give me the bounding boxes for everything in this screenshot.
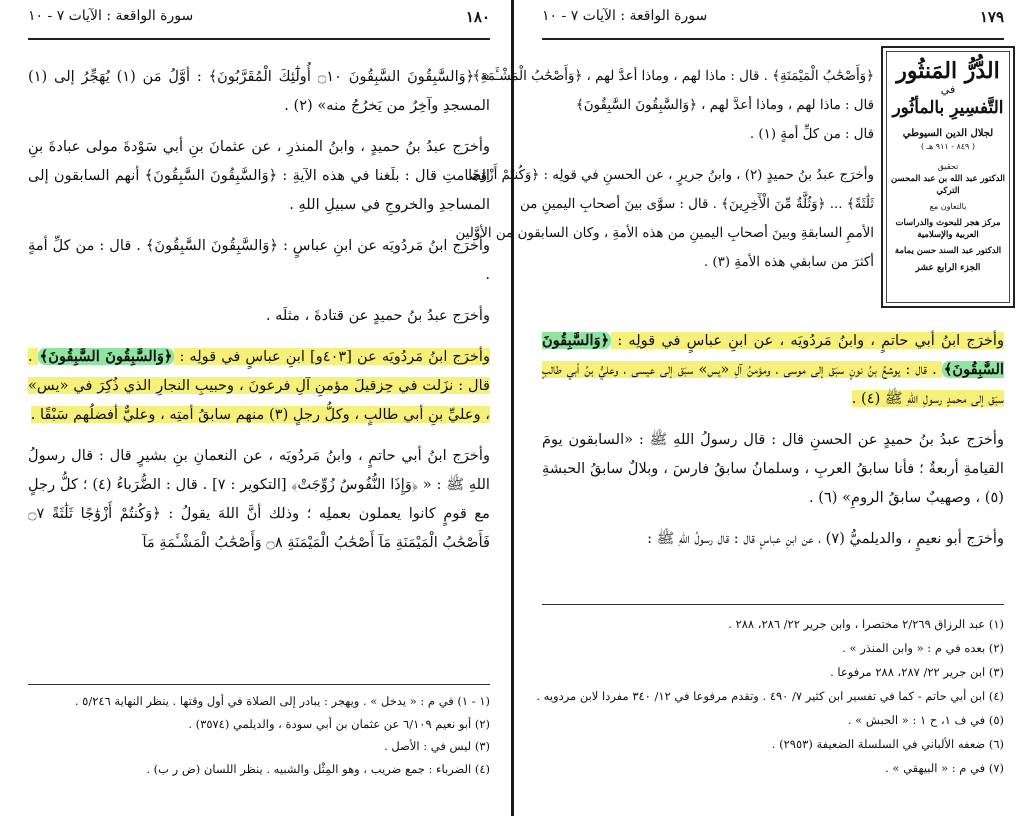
left-footnotes (28, 690, 490, 780)
right-page-number: ١٧٩ (979, 8, 1004, 26)
footnote: (٣) ابن جرير ٢٢/ ٢٨٧، ٢٨٨ مرفوعا . (830, 665, 1004, 679)
left-paragraph: وأخرَج ابنُ مَردُويَه عن ابنِ عباسٍ : ﴿وَالسَّٰبِقُونَ السَّٰبِقُونَ﴾ . قال : من كلِّ أمةٍ . (28, 237, 490, 283)
left-header-rule (28, 38, 490, 40)
left-page-number: ١٨٠ (465, 8, 490, 26)
cover-editor: الدكتور عبد الله بن عبد المحسن التركي (890, 174, 1006, 196)
yellow-highlight: . قال : نزَلت في حِزقيلَ مؤمنِ آلِ فرعونَ ، وحبيبِ النجارِ الذي ذُكِرَ في «يس» ، وعليِّ بنِ أبي طالبٍ ، وكلُّ رجلٍ (٣) منهم سابقُ أمتِه ، وعليٌّ أفضلُهم سَبْقًا . (28, 348, 490, 423)
right-line: ﴿وَأَصْحَٰبُ الْمَيْمَنَةِ﴾ . قال : ماذا لهم ، وماذا أعدَّ لهم ، ﴿وَأَصْحَٰبُ الْمَشْـَٔمَةِ﴾ (472, 69, 874, 84)
right-body-text (542, 326, 1004, 565)
cover-dates: ( ٨٤٩ - ٩١١ هـ ) (920, 142, 976, 151)
yellow-highlight: وأخرَج ابنُ مَردُويَه عن [٤٠٣و] ابنِ عباسٍ في قولِه : (174, 348, 490, 365)
cover-title-connector: في (940, 83, 956, 96)
right-top-text (455, 62, 874, 277)
cover-collab-label: بالتعاون مع (929, 202, 967, 211)
cover-title: الدُّرُّ المَنثُور (896, 58, 1000, 84)
footnote: (٥) في ف ١، ح ١ : « الحبش » . (847, 713, 1004, 727)
footnote: (٤) الضرباء : جمع ضريب ، وهو المِثْل والشبيه . ينظر اللسان (ض ر ب) . (146, 761, 490, 776)
right-page-header (542, 8, 1004, 34)
right-line: قال : ماذا لهم ، وماذا أعدَّ لهم ، ﴿وَالسَّٰبِقُونَ السَّٰبِقُونَ﴾ (575, 98, 874, 113)
left-footnote-rule (28, 684, 490, 685)
right-line: ثَلَٰثَةً﴾ ... ﴿وَثُلَّةٌ مِّنَ الْأٓخِرِينَ﴾ . قال : سوَّى بينَ أصحابِ اليمينِ من (519, 197, 874, 212)
cover-center: مركز هجر للبحوث والدراسات العربية والإسلامية (895, 218, 1001, 240)
right-line: أكثرَ من سابقي هذه الأمةِ (٣) . (703, 255, 874, 270)
right-header-rule (542, 38, 1004, 40)
left-paragraph: وأخرَج عبدُ بنُ حميدٍ ، وابنُ المنذرِ ، عن عثمانَ بنِ أبي سَوْدةَ مولى عبادةَ بنِ الصامتِ قال : بلَغنا في هذه الآيةِ : ﴿وَالسَّٰبِقُونَ السَّٰبِقُونَ﴾ أنهم السابقون إلى المساجدِ والخروجِ في سبيلِ اللهِ . (28, 138, 490, 213)
cover-frame (886, 51, 1010, 303)
cover-volume: الجزء الرابع عشر (915, 263, 981, 273)
right-paragraph: وأخرَج عبدُ بنُ حميدٍ عن الحسنِ قال : قال رسولُ اللهِ ﷺ : «السابقون يومَ القيامةِ أربعةٌ ؛ فأنا سابقُ العربِ ، وسلمانُ سابقُ فارسَ ، وبلالٌ سابقُ الحبشةِ (٥) ، وصهيبٌ سابقُ الرومِ» (٦) . (542, 431, 1004, 506)
right-line: قال : من كلِّ أمةٍ (١) . (749, 127, 874, 142)
right-header-title: سورة الواقعة : الآيات ٧ - ١٠ (542, 8, 708, 24)
left-paragraph: وأخرَج عبدُ بنُ حميدٍ عن قتادةَ ، مثلَه . (265, 307, 490, 324)
left-paragraph: وأخرَج ابنُ أبي حاتمٍ ، وابنُ مَردُويَه ، عن النعمانِ بنِ بشيرٍ قال : قال رسولُ اللهِ ﷺ : « ﴿وَإِذَا النُّفُوسُ زُوِّجَتْ﴾ [التكوير : ٧] . قال : الضُّرَباءُ (٤) ؛ كلُّ رجلٍ مع قومٍ كانوا يعملون بعملِه ؛ وذلك أنَّ اللهَ يقولُ : ﴿وَكُنتُمْ أَزْوَٰجًا ثَلَٰثَةً ۝٧ فَأَصْحَٰبُ الْمَيْمَنَةِ مَآ أَصْحَٰبُ الْمَيْمَنَةِ ۝٨ وَأَصْحَٰبُ الْمَشْـَٔمَةِ مَآ (28, 447, 490, 551)
footnote: (٣) ليس في : الأصل . (384, 739, 490, 753)
right-footnotes (536, 612, 1004, 780)
footnote: (٤) ابن أبي حاتم - كما في تفسير ابن كثير ٧/ ٤٩٠ . وتقدم مرفوعا في ١٢/ ٣٤٠ مفردا لابن مردويه . (536, 689, 1004, 703)
left-body-text (28, 62, 490, 569)
cover-author: لجلال الدين السيوطي (902, 128, 994, 139)
left-paragraph: « ﴿وَالسَّٰبِقُونَ السَّٰبِقُونَ ۝١٠ أُولَٰٓئِكَ الْمُقَرَّبُونَ﴾ : أوَّلُ مَن (١) يُهَجِّرُ إلى (١) المسجدِ وآخِرُ من يَخرُجُ منه» (٢) . (28, 68, 490, 114)
book-cover-image (881, 46, 1015, 308)
left-highlighted-paragraph (28, 342, 490, 429)
left-page-header (28, 8, 490, 34)
footnote: (١) عبد الرزاق ٢/٢٦٩ مختصرا ، وابن جرير ٢٢/ ٢٨٦، ٢٨٨ . (728, 617, 1004, 631)
right-paragraph: وأخرَج أبو نعيمٍ ، والديلميُّ (٧) ، عن ابنِ عباسٍ قال : قال رسولُ اللهِ ﷺ : (647, 530, 1004, 547)
footnote: (٢) أبو نعيم ٦/١٠٩ عن عثمان بن أبي سودة ، والديلمي (٣٥٧٤) . (188, 716, 490, 731)
yellow-highlight: . قال : يوشعُ بنُ نونٍ سبَق إلى موسى ، ومؤمنُ آلِ «يس» سبَق إلى عيسى ، وعليُّ بنُ أبي طالبٍ سبَق إلى محمدٍ رسولِ اللهِ ﷺ (٤) . (542, 361, 1004, 407)
cover-editor-label: تحقيق (937, 162, 959, 171)
footnote: (٢) بعده في م : « وابن المنذر » . (842, 641, 1004, 655)
footnote: (٦) ضعفه الألباني في السلسلة الضعيفة (٢٩٥٣) . (771, 737, 1004, 751)
right-line: وأخرَج عبدُ بنُ حميدٍ (٢) ، وابنُ جريرٍ ، عن الحسنِ في قولِه : ﴿وَكُنتُمْ أَزْوَٰجًا (468, 168, 874, 183)
green-highlight-quran: ﴿وَالسَّٰبِقُونَ السَّٰبِقُونَ﴾ (39, 348, 173, 365)
footnote: (٧) في م : « البيهقي » . (885, 761, 1004, 775)
cover-director: الدكتور عبد السند حسن يمامة (894, 246, 1002, 256)
right-line: الأممِ السابقةِ وبينَ أصحابِ اليمينِ من هذه الأمةِ ، وكان السابقون من الأوَّلين (455, 226, 874, 241)
yellow-highlight: وأخرَج ابنُ أبي حاتمٍ ، وابنُ مَردُويَه ، عن ابنِ عباسٍ في قولِه : (611, 332, 1004, 349)
right-highlighted-paragraph (542, 326, 1004, 413)
footnote: (١ - ١) في م : « يدخل » . ويهجر : يبادر إلى الصلاة في أول وقتها . ينظر النهاية ٥/٢٤٦ . (74, 694, 490, 708)
green-highlight-quran: ﴿وَالسَّٰبِقُونَ السَّٰبِقُونَ﴾ (542, 332, 1004, 378)
right-footnote-rule (542, 604, 1004, 605)
left-header-title: سورة الواقعة : الآيات ٧ - ١٠ (28, 8, 194, 24)
cover-subtitle: التَّفسِيرِ بالمأثُور (892, 98, 1004, 118)
